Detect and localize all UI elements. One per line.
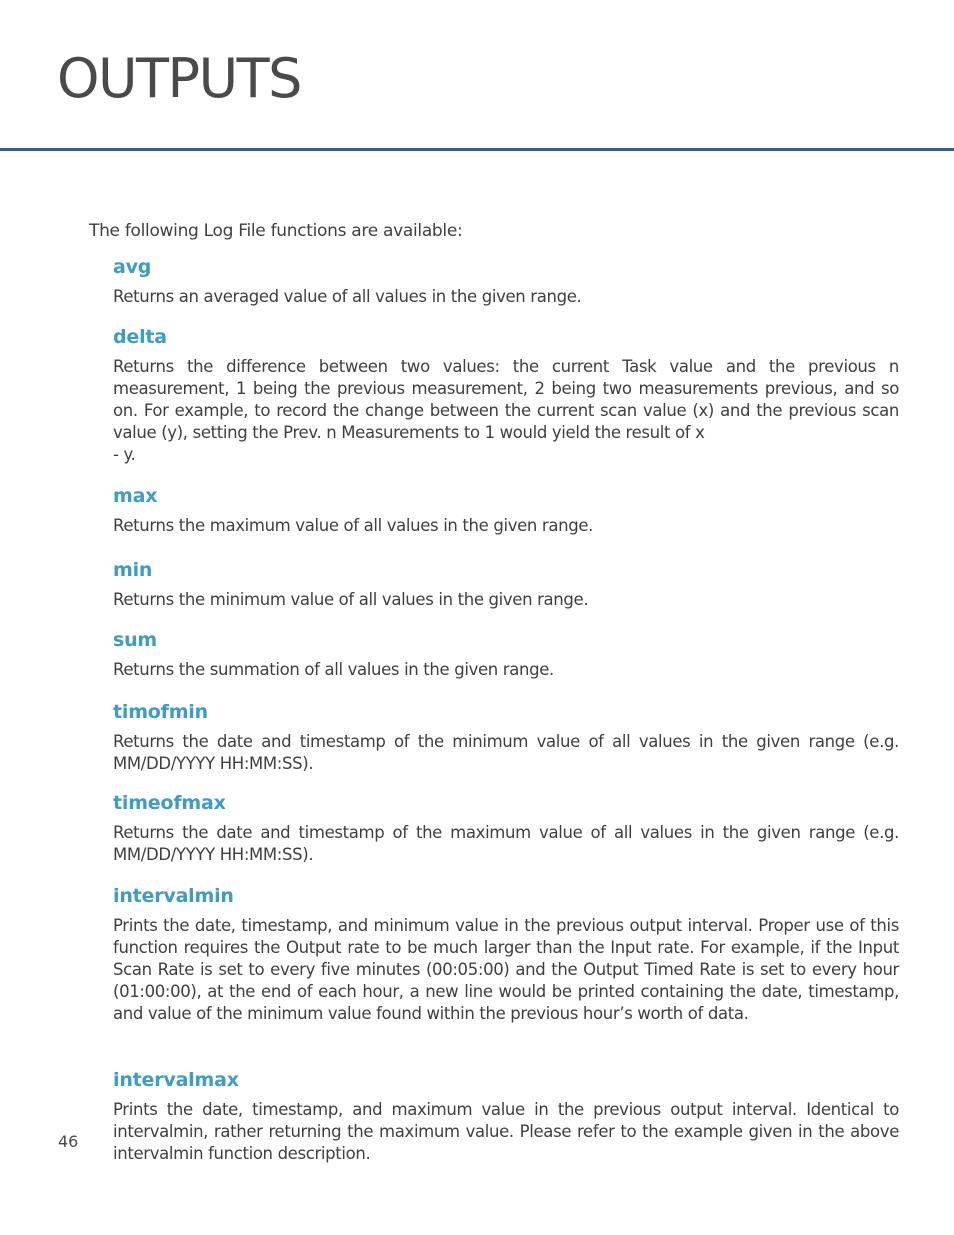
function-delta [113, 324, 899, 466]
intro-text: The following Log File functions are available: [89, 221, 463, 241]
function-name: intervalmin [113, 885, 234, 907]
function-name: delta [113, 326, 167, 348]
function-intervalmin [113, 883, 899, 1025]
page-number: 46 [58, 1132, 79, 1151]
function-description: Returns the summation of all values in the given range. [113, 660, 554, 679]
function-description: Returns the date and timestamp of the maximum value of all values in the given range (e.g. MM/DD/YYYY HH:MM:SS). [113, 823, 899, 864]
function-max [113, 483, 899, 537]
function-description-main: Returns the difference between two values: the current Task value and the previous n measurement, 1 being the previous measurement, 2 being two measurements previous, and so on. For example, to record the change between the current scan value (x) and the previous scan value (y), setting the Prev. n Measurements to 1 would yield the result of x [113, 357, 899, 442]
function-name: sum [113, 629, 158, 651]
function-avg [113, 254, 899, 308]
function-min [113, 557, 899, 611]
function-sum [113, 627, 899, 681]
function-name: timeofmax [113, 792, 226, 814]
function-description: Returns an averaged value of all values in the given range. [113, 287, 582, 306]
function-name: timofmin [113, 701, 208, 723]
function-name: avg [113, 256, 152, 278]
function-description: Returns the maximum value of all values in the given range. [113, 516, 594, 535]
function-description-tail: - y. [113, 445, 136, 464]
function-description: Returns the date and timestamp of the minimum value of all values in the given range (e.g. MM/DD/YYYY HH:MM:SS). [113, 732, 899, 773]
function-name: max [113, 485, 158, 507]
page-title: OUTPUTS [57, 47, 301, 110]
function-timofmin [113, 699, 899, 775]
function-description [113, 356, 899, 466]
function-description: Prints the date, timestamp, and maximum value in the previous output interval. Identical to intervalmin, rather returning the maximum value. Please refer to the example given in the above intervalmin function description. [113, 1100, 899, 1163]
function-intervalmax [113, 1067, 899, 1165]
function-name: min [113, 559, 153, 581]
function-timeofmax [113, 790, 899, 866]
function-description: Prints the date, timestamp, and minimum value in the previous output interval. Proper use of this function requires the Output rate to be much larger than the Input rate. For example, if the Input Scan Rate is set to every five minutes (00:05:00) and the Output Timed Rate is set to every hour (01:00:00), at the end of each hour, a new line would be printed containing the date, timestamp, and value of the minimum value found within the previous hour’s worth of data. [113, 916, 899, 1023]
function-name: intervalmax [113, 1069, 239, 1091]
title-divider [0, 148, 954, 151]
function-description: Returns the minimum value of all values in the given range. [113, 590, 589, 609]
